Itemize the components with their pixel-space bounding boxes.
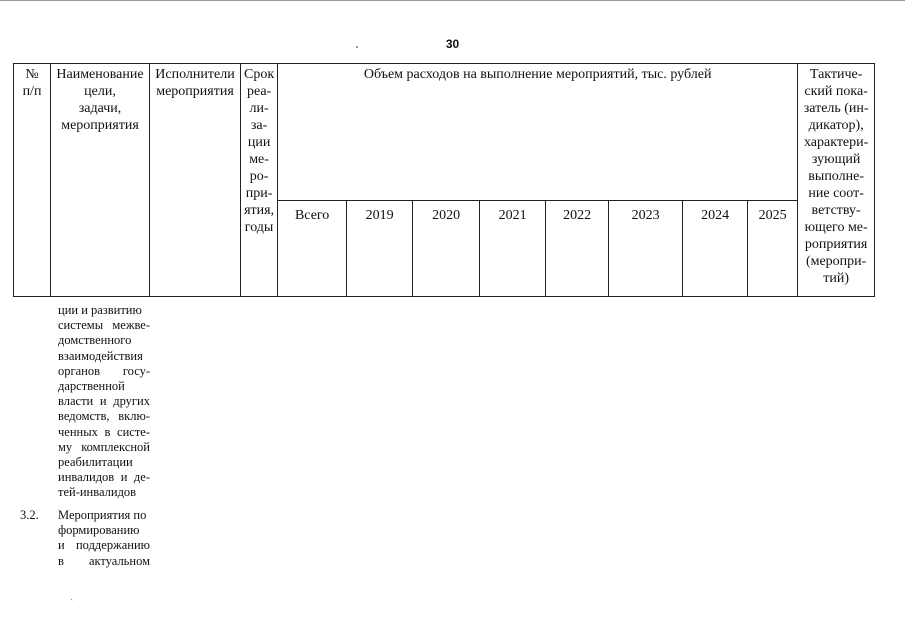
col-year-2023: 2023 <box>609 201 683 297</box>
col-year-2019: 2019 <box>347 201 413 297</box>
text-line: власти и других <box>58 394 150 409</box>
text-line: в актуальном <box>58 553 150 568</box>
page-number: 30 <box>445 37 460 51</box>
col-year-2022: 2022 <box>546 201 609 297</box>
text-line: ции и развитию <box>58 303 142 317</box>
col-number-header: № п/п <box>14 64 51 297</box>
col-indicator-header: Тактиче- ский пока- затель (ин- дикатор), характери- зующий выполне- ние соот- ветству- ющего ме- роприятия (меропри- тий) <box>798 64 875 297</box>
text-line: органов госу- <box>58 363 150 378</box>
col-year-2025: 2025 <box>748 201 798 297</box>
text-line: тей-инвалидов <box>58 485 137 500</box>
scan-mark: ˎ <box>70 590 74 601</box>
text-line: ведомств, вклю- <box>58 409 150 424</box>
text-line: ченных в систе- <box>58 424 150 439</box>
col-year-2024: 2024 <box>683 201 748 297</box>
text-line: реабилитации <box>58 455 133 470</box>
col-year-2021: 2021 <box>480 201 546 297</box>
text-line: му комплексной <box>58 439 150 454</box>
text-line: взаимодействия <box>58 348 143 363</box>
item-number: 3.2. <box>20 508 39 522</box>
item-3-2-text <box>58 508 150 569</box>
col-year-2020: 2020 <box>413 201 480 297</box>
text-line: дарственной <box>58 379 125 394</box>
text-line: системы межве- <box>58 318 150 333</box>
text-line: домственного <box>58 333 132 348</box>
col-expenses-header: Объем расходов на выполнение мероприятий, тыс. рублей <box>278 64 798 201</box>
text-line: Мероприятия по <box>58 508 147 522</box>
expense-table-header <box>13 63 875 297</box>
col-total-header: Всего <box>278 201 347 297</box>
scan-edge <box>0 0 905 1</box>
col-name-header: Наименование цели, задачи, мероприятия <box>51 64 150 297</box>
text-line: инвалидов и де- <box>58 470 150 485</box>
continued-task-text <box>58 303 150 501</box>
col-executors-header: Исполнители мероприятия <box>150 64 241 297</box>
col-term-header: Срок реа- ли- за- ции ме- ро- при- ятия, годы <box>241 64 278 297</box>
text-line: и поддержанию <box>58 538 150 553</box>
text-line: формированию <box>58 523 140 538</box>
